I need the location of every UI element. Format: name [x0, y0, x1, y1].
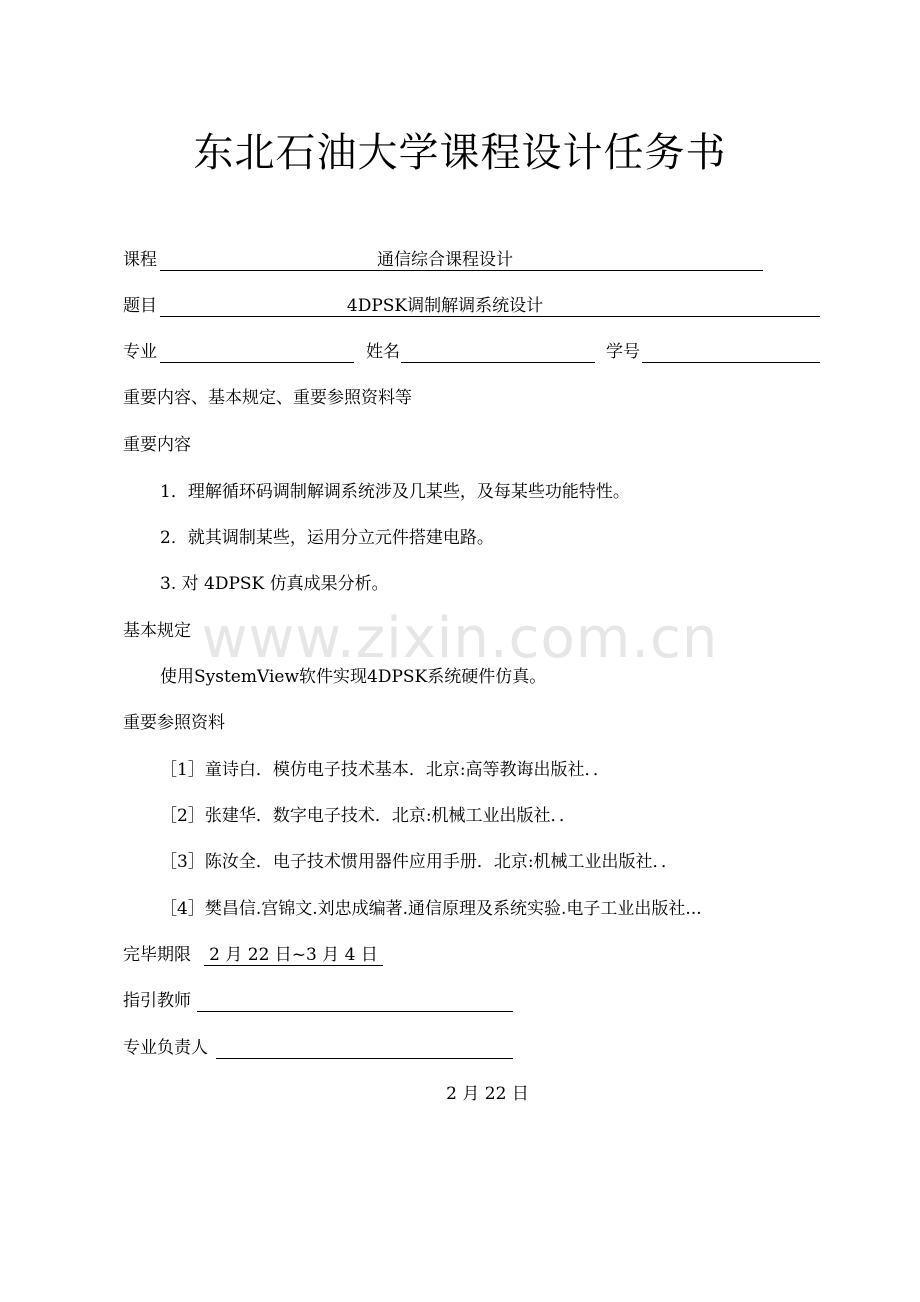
reference-item: ［3］陈汝全．电子技术惯用器件应用手册．北京:机械工业出版社．．: [160, 852, 679, 872]
page-title: 东北石油大学课程设计任务书: [193, 130, 727, 176]
deadline-value: 2 月 22 日~3 月 4 日: [209, 945, 378, 965]
date: 2 月 22 日: [446, 1084, 529, 1104]
deadline-label: 完毕期限: [123, 945, 191, 965]
requirements-heading: 基本规定: [123, 621, 191, 641]
deadline-underline: [204, 965, 383, 966]
name-label: 姓名: [366, 342, 400, 362]
student-id-label: 学号: [606, 342, 640, 362]
section-header: 重要内容、基本规定、重要参照资料等: [123, 388, 412, 408]
topic-underline: [160, 316, 820, 317]
topic-label: 题目: [123, 296, 157, 316]
major-underline: [160, 362, 354, 363]
student-id-underline: [642, 362, 820, 363]
name-underline: [401, 362, 595, 363]
content-item: 1．理解循环码调制解调系统涉及几某些，及每某些功能特性。: [160, 482, 630, 502]
advisor-label: 指引教师: [123, 991, 191, 1011]
course-underline: [160, 270, 763, 271]
watermark: www.zixin.com.cn: [201, 606, 719, 671]
advisor-underline: [197, 1011, 513, 1012]
requirements-text: 使用SystemView软件实现4DPSK系统硬件仿真。: [160, 667, 547, 687]
topic-value: 4DPSK调制解调系统设计: [346, 296, 544, 316]
responsible-label: 专业负责人: [123, 1038, 208, 1058]
content-item: 2．就其调制某些，运用分立元件搭建电路。: [160, 528, 494, 548]
content-item: 3. 对 4DPSK 仿真成果分析。: [160, 574, 389, 594]
course-value: 通信综合课程设计: [377, 250, 513, 270]
course-label: 课程: [123, 250, 157, 270]
references-heading: 重要参照资料: [123, 713, 225, 733]
reference-item: ［4］樊昌信.宫锦文.刘忠成编著.通信原理及系统实验.电子工业出版社...: [160, 899, 702, 919]
reference-item: ［2］张建华．数字电子技术．北京:机械工业出版社．．: [160, 806, 577, 826]
content-heading: 重要内容: [123, 435, 191, 455]
responsible-underline: [216, 1058, 513, 1059]
reference-item: ［1］童诗白．模仿电子技术基本．北京:高等教诲出版社．．: [160, 760, 611, 780]
major-label: 专业: [123, 342, 157, 362]
